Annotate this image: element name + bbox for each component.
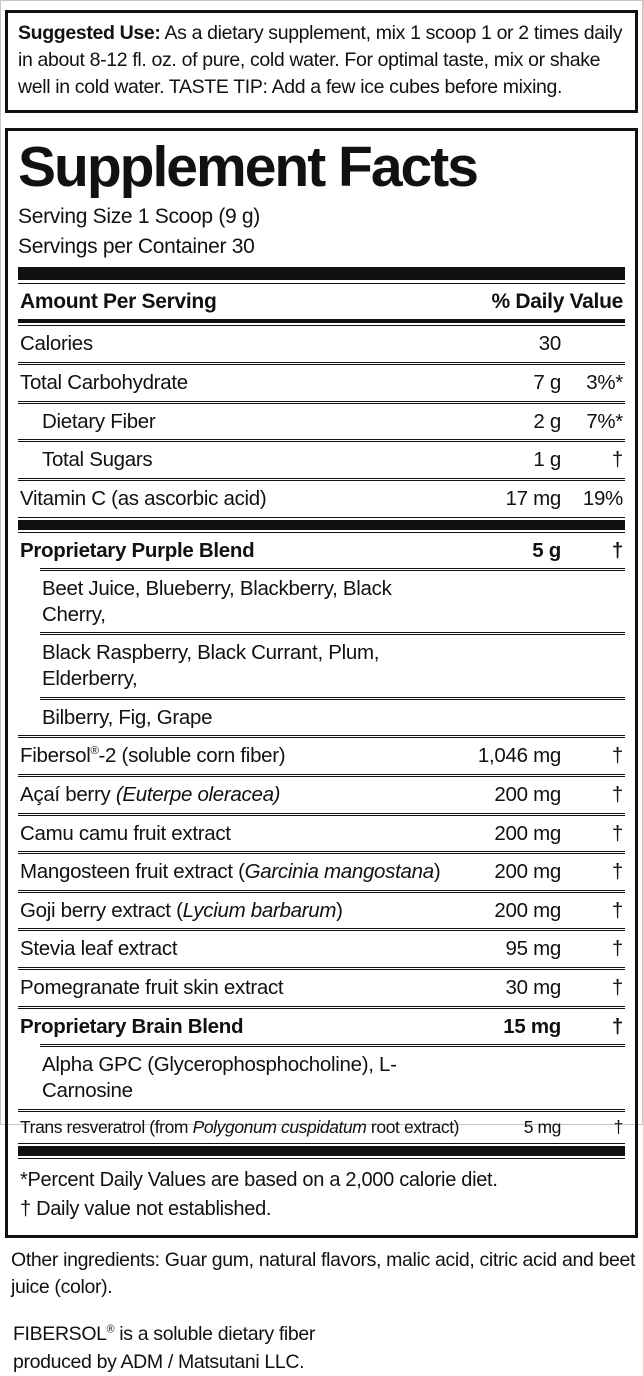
suggested-use-label: Suggested Use: [18,22,161,44]
daily-value: † [613,1116,623,1137]
amount-value: 200 mg [494,860,561,884]
amount-value: 95 mg [505,937,561,961]
facts-row [18,890,625,929]
amount-value: 1,046 mg [477,744,561,768]
amount-value: 200 mg [494,782,561,806]
daily-value: † [611,782,623,806]
ingredient-name: Black Raspberry, Black Currant, Plum, Elderberry, [42,641,380,691]
facts-row [18,774,625,813]
footnote-dagger: † Daily value not established. [20,1198,272,1221]
ingredient-name: Alpha GPC (Glycerophosphocholine), L-Carnosine [42,1053,397,1102]
serving-size: Serving Size 1 Scoop (9 g) [18,204,260,228]
facts-row [18,401,625,440]
amount-value: 5 g [532,538,561,562]
ingredient-name: Total Carbohydrate [20,371,188,395]
facts-row [40,697,625,736]
facts-row [18,325,625,362]
daily-value: † [611,448,623,472]
panel-title: Supplement Facts [18,134,477,199]
suggested-use-box [5,10,638,113]
facts-row [18,478,625,517]
thick-divider-bar [18,267,625,280]
thin-divider-bar [18,517,625,533]
amount-value: 30 [538,332,561,356]
fibersol-note-line2: produced by ADM / Matsutani LLC. [13,1350,305,1373]
ingredient-name: Vitamin C (as ascorbic acid) [20,486,267,510]
amount-value: 1 g [533,448,561,472]
thin-divider-bar [18,1143,625,1159]
daily-value: 7%* [586,409,623,433]
daily-value: † [611,898,623,922]
daily-value: † [611,1014,623,1038]
facts-row [18,967,625,1006]
amount-value: 15 mg [503,1014,561,1038]
amount-value: 7 g [533,371,561,395]
daily-value: 3%* [586,371,623,395]
ingredient-name: Fibersol®-2 (soluble corn fiber) [20,744,286,768]
ingredient-name: Stevia leaf extract [20,937,178,961]
ingredient-name: Pomegranate fruit skin extract [20,976,284,1000]
facts-row [40,632,625,696]
facts-row [18,439,625,478]
facts-row [18,813,625,852]
fibersol-note-pre: FIBERSOL [13,1323,107,1346]
facts-row [18,928,625,967]
column-header-row [18,283,625,323]
amount-value: 200 mg [494,821,561,845]
amount-value: 2 g [533,409,561,433]
daily-value-header: % Daily Value [491,290,623,314]
facts-row [18,1109,625,1144]
facts-row [18,735,625,774]
supplement-facts-panel [5,128,638,1239]
daily-value: † [611,744,623,768]
ingredient-name: Trans resveratrol (from Polygonum cuspidatum root extract) [20,1116,460,1137]
footnotes [18,1159,625,1226]
daily-value: † [611,821,623,845]
ingredient-name: Camu camu fruit extract [20,821,231,845]
ingredient-name: Proprietary Purple Blend [20,538,255,562]
amount-value: 17 mg [505,486,561,510]
ingredient-name: Mangosteen fruit extract (Garcinia mangostana) [20,860,441,884]
daily-value: 19% [582,486,623,510]
footnote-percent-dv: *Percent Daily Values are based on a 2,000 calorie diet. [20,1169,498,1192]
facts-body [18,325,625,1159]
facts-row [18,362,625,401]
fibersol-note [13,1321,636,1376]
facts-row [40,1044,625,1108]
suggested-use-text: As a dietary supplement, mix 1 scoop 1 or 2 times daily in about 8-12 fl. oz. of pure, cold water. For optimal taste, mix or shake well in cold water. TASTE TIP: Add a few ice cubes before mixing. [18,22,623,98]
other-ingredients: Other ingredients: Guar gum, natural flavors, malic acid, citric acid and beet juice (color). [11,1249,636,1299]
ingredient-name: Dietary Fiber [42,409,156,433]
amount-value: 30 mg [505,976,561,1000]
daily-value: † [611,976,623,1000]
ingredient-name: Calories [20,332,93,356]
amount-per-serving-header: Amount Per Serving [20,290,217,314]
ingredient-name: Bilberry, Fig, Grape [42,705,213,729]
facts-row [18,851,625,890]
servings-per-container: Servings per Container 30 [18,234,255,258]
facts-row [18,1006,625,1045]
facts-row [18,533,625,569]
ingredient-name: Total Sugars [42,448,153,472]
amount-value: 200 mg [494,898,561,922]
daily-value: † [611,860,623,884]
ingredient-name: Açaí berry (Euterpe oleracea) [20,782,281,806]
facts-row [40,568,625,632]
daily-value: † [611,538,623,562]
daily-value: † [611,937,623,961]
fibersol-note-line1: is a soluble dietary fiber [114,1323,316,1346]
amount-value: 5 mg [523,1116,561,1137]
ingredient-name: Beet Juice, Blueberry, Blackberry, Black Cherry, [42,577,392,626]
ingredient-name: Proprietary Brain Blend [20,1014,244,1038]
ingredient-name: Goji berry extract (Lycium barbarum) [20,898,343,922]
registered-mark: ® [106,1323,115,1336]
